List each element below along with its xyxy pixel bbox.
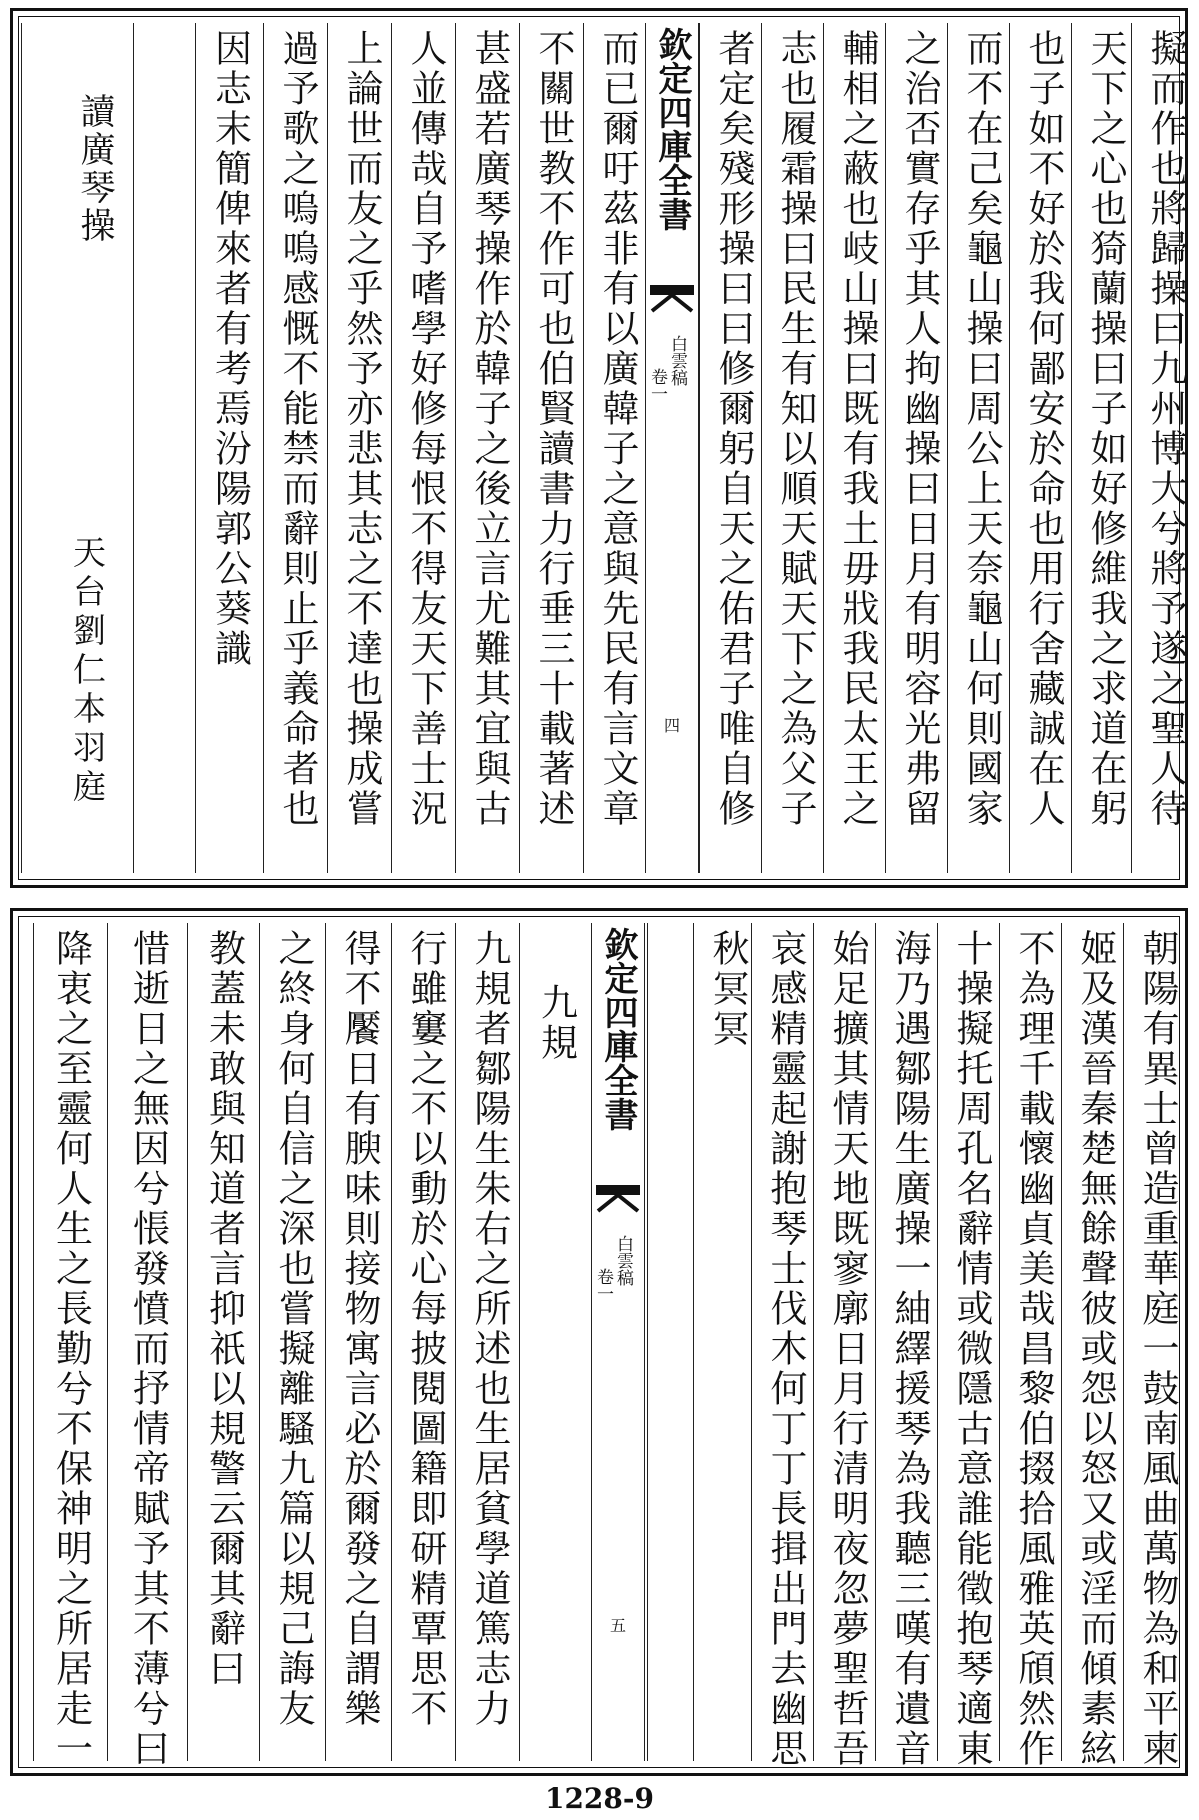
text-column: 而不在己矣龜山操曰周公上天奈龜山何則國家 [947, 23, 1009, 873]
text-column: 天下之心也猗蘭操曰子如好修維我之求道在躬 [1071, 23, 1131, 873]
text-column: 朝陽有異士曾造重華庭一鼓南風曲萬物為和平柬 [1123, 923, 1181, 1761]
page-number: 四 [663, 716, 680, 735]
text-column: 志也履霜操曰民生有知以順天賦天下之為父子 [761, 23, 823, 873]
text-column: 哀感精靈起謝抱琴士伐木何丁丁長揖出門去幽思 [751, 923, 813, 1761]
collection-name: 白雲稿 [667, 335, 687, 386]
text-column: 過予歌之嗚嗚感慨不能禁而辭則止乎義命者也 [263, 23, 327, 873]
text-column: 而已爾吁茲非有以廣韓子之意與先民有言文章 [583, 23, 645, 873]
text-column: 者定矣殘形操曰曰修爾躬自天之佑君子唯自修 [699, 23, 761, 873]
text-column: 教蓋未敢與知道者言抑祇以規警云爾其辭曰 [187, 923, 259, 1761]
volume-label: 卷一 [647, 368, 667, 402]
text-column: 也子如不好於我何鄙安於命也用行舍藏誠在人 [1009, 23, 1071, 873]
collection-name: 白雲稿 [613, 1235, 633, 1286]
text-column: 不為理千載懷幽貞美哉昌黎伯掇拾風雅英頎然作 [999, 923, 1061, 1761]
text-column: 不關世教不作可也伯賢讀書力行垂三十載著述 [519, 23, 583, 873]
center-header [645, 23, 699, 873]
top-page [10, 8, 1188, 888]
text-column: 人並傳哉自予嗜學好修每恨不得友天下善士況 [391, 23, 455, 873]
fish-tail-mark-icon [650, 285, 694, 313]
page-number: 五 [609, 1616, 626, 1635]
text-column [133, 23, 195, 873]
text-column: 擬而作也將歸操曰九州博大兮將予遂之聖人待 [1131, 23, 1181, 873]
text-column: 上論世而友之乎然予亦悲其志之不達也操成嘗 [327, 23, 391, 873]
text-column: 輔相之蔽也岐山操曰既有我土毋戕我民太王之 [823, 23, 885, 873]
text-column: 始足擴其情天地既寥廓日月行清明夜忽夢聖哲吾 [813, 923, 875, 1761]
text-column: 因志末簡俾來者有考焉汾陽郭公葵識 [195, 23, 263, 873]
bottom-page [10, 908, 1188, 1776]
text-column: 甚盛若廣琴操作於韓子之後立言尤難其宜與古 [455, 23, 519, 873]
center-header [591, 923, 645, 1761]
text-column: 行雖窶之不以動於心每披閱圖籍即研精覃思不 [391, 923, 455, 1761]
text-column [647, 923, 693, 1761]
text-column: 惜逝日之無因兮悵發憤而抒情帝賦予其不薄兮曰 [107, 923, 187, 1761]
text-column: 姬及漢晉秦楚無餘聲彼或怨以怒又或淫而傾素絃 [1061, 923, 1123, 1761]
text-column: 九規者鄒陽生朱右之所述也生居貧學道篤志力 [455, 923, 519, 1761]
fish-tail-mark-icon [596, 1185, 640, 1213]
book-title: 欽定四庫全書 [652, 27, 692, 231]
volume-label: 卷一 [593, 1268, 613, 1302]
text-column: 降衷之至靈何人生之長勤兮不保神明之所居走一 [33, 923, 107, 1761]
text-column: 之終身何自信之深也嘗擬離騷九篇以規己誨友 [259, 923, 325, 1761]
text-column: 得不饜日有腴味則接物寓言必於爾發之自謂樂 [325, 923, 391, 1761]
text-column: 之治否實存乎其人拘幽操曰日月有明容光弗留 [885, 23, 947, 873]
poem-title: 讀廣琴操 [75, 93, 115, 245]
author-signature: 天台劉仁本羽庭 [68, 535, 107, 808]
page-footer-label: 1228-9 [544, 1782, 655, 1815]
text-column: 秋冥冥 [693, 923, 751, 1761]
section-heading: 九規 [534, 983, 578, 1063]
text-column: 海乃遇鄒陽生廣操一紬繹援琴為我聽三嘆有遺音 [875, 923, 937, 1761]
text-column: 十操擬托周孔名辭情或微隱古意誰能徵抱琴適東 [937, 923, 999, 1761]
text-column [519, 923, 591, 1761]
book-title: 欽定四庫全書 [598, 927, 638, 1131]
author-column [21, 23, 133, 873]
